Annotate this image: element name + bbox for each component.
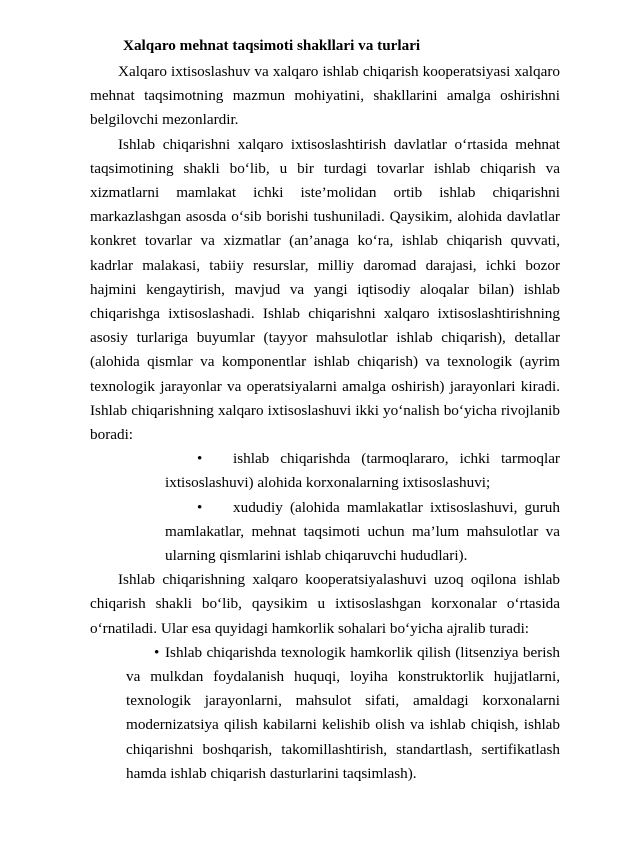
paragraph-cooperation: Ishlab chiqarishning xalqaro kooperatsiyalashuvi uzoq oqilona ishlab chiqarish shakli bo‘lib, qaysikim u ixtisoslashgan korxonalar o‘rtasida o‘rnatiladi. Ular esa quyidagi hamkorlik sohalari bo‘yicha ajralib turadi: [90,571,560,637]
paragraph-specialization: Ishlab chiqarishni xalqaro ixtisoslashtirish davlatlar o‘rtasida mehnat taqsimotining shakli bo‘lib, u bir turdagi tovarlar ishlab chiqarish va xizmatlarni mamlakat ichki iste’molidan ortib ishlab chiqarishni markazlashgan asosda o‘sib borishi tushuniladi. Qaysikim, alohida davlatlar konkret tovarlar va xizmatlar (an’anaga ko‘ra, ishlab chiqarish quvvati, kadrlar malakasi, tabiiy resurslar, milliy daromad darajasi, ichki bozor hajmini kengaytirish, mavjud va yangi iqtisodiy aloqalar bilan) ishlab chiqarishga ixtisoslashadi. Ishlab chiqarishni xalqaro ixtisoslashtirishning asosiy turlariga buyumlar (tayyor mahsulotlar ishlab chiqarish), detallar (alohida qismlar va komponentlar ishlab chiqarish) va texnologik (ayrim texnologik jarayonlar va operatsiyalarni amalga oshirish) jarayonlari kiradi. Ishlab chiqarishning xalqaro ixtisoslashuvi ikki yo‘nalish bo‘yicha rivojlanib boradi: [90,135,560,444]
document-page [90,34,560,786]
bullet-icon: • [197,450,203,468]
bullet-text: xududiy (alohida mamlakatlar ixtisoslashuvi, guruh mamlakatlar, mehnat taqsimoti uchun ma’lum mahsulotlar va ularning qismlarini ishlab chiqaruvchi hududlari). [165,498,560,565]
bullet-text: Ishlab chiqarishda texnologik hamkorlik qilish (litsenziya berish va mulkdan foydalanish huquqi, loyiha konstruktorlik hujjatlarni, texnologik jarayonlarni, mahsulot sifati, amaldagi korxonalarni modernizatsiya qilish kabilarni kelishib olish va ishlab chiqish, ishlab chiqarishni boshqarish, takomillashtirish, standartlash, sertifikatlash hamda ishlab chiqarish dasturlarini taqsimlash). [126,643,560,782]
bullet-icon: • [154,643,160,661]
bullet-text: ishlab chiqarishda (tarmoqlararo, ichki tarmoqlar ixtisoslashuvi) alohida korxonalarning ixtisoslashuvi; [165,450,560,492]
bullet-item-technological [126,641,560,786]
section-heading: Xalqaro mehnat taqsimoti shakllari va turlari [123,37,421,54]
bullet-icon: • [197,498,203,516]
bullet-item-production [165,447,560,495]
bullet-item-territorial [165,496,560,569]
paragraph-intro: Xalqaro ixtisoslashuv va xalqaro ishlab chiqarish kooperatsiyasi xalqaro mehnat taqsimotning mazmun mohiyatini, shakllarini amalga oshirishni belgilovchi mezonlardir. [90,63,560,129]
